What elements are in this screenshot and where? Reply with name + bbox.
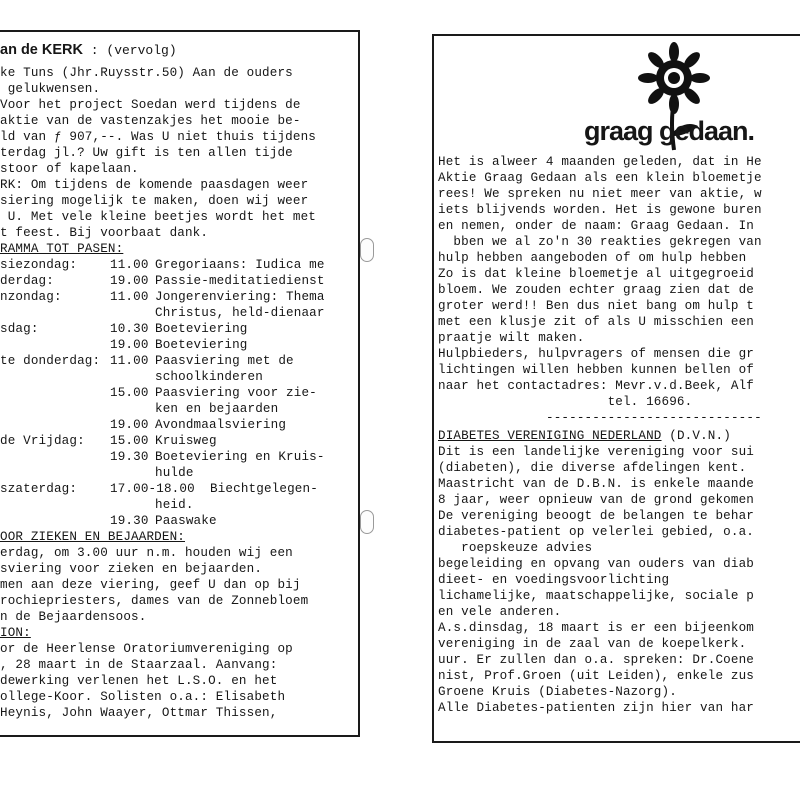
program-event: Gregoriaans: Iudica me [155,258,325,272]
paragraph-line: Voor het project Soedan werd tijdens de [0,98,301,112]
program-time: 19.00 [110,274,149,288]
program-event: Avondmaalsviering [155,418,287,432]
program-event: Paaswake [155,514,217,528]
paragraph-line: A.s.dinsdag, 18 maart is er een bijeenkom [438,621,755,635]
paragraph-line: tel. 16696. [438,395,693,409]
paragraph-line: dewerking verlenen het L.S.O. en het [0,674,278,688]
paragraph-line: Zo is dat kleine bloemetje al uitgegroeid [438,267,755,281]
paragraph-line: , 28 maart in de Staarzaal. Aanvang: [0,658,278,672]
paragraph-line: Het is alweer 4 maanden geleden, dat in He [438,155,762,169]
paragraph-line: en nemen, onder de naam: Graag Gedaan. In [438,219,755,233]
paragraph-line: siering mogelijk te maken, doen wij weer [0,194,309,208]
program-event: Paasviering voor zie- [155,386,317,400]
paragraph-line: Dit is een landelijke vereniging voor sui [438,445,755,459]
program-day: te donderdag: [0,354,101,368]
program-time: 19.30 [110,514,149,528]
program-event: Biechtgelegen- [210,482,318,496]
program-event: Jongerenviering: Thema [155,290,325,304]
paragraph-line: begeleiding en opvang van ouders van diab [438,557,755,571]
graag-gedaan-logo: graag gedaan. [584,116,755,146]
program-time: 15.00 [110,434,149,448]
paragraph-line: roepskeuze advies [438,541,593,555]
program-event: Boeteviering [155,322,248,336]
sick-section-title: OOR ZIEKEN EN BEJAARDEN: [0,530,185,544]
program-event: heid. [155,498,194,512]
paragraph-line: hulp hebben aangeboden of om hulp hebben [438,251,747,265]
program-time: 19.00 [110,338,149,352]
paragraph-line: groter werd!! Ben dus niet bang om hulp t [438,299,755,313]
paragraph-line: RK: Om tijdens de komende paasdagen weer [0,178,309,192]
paragraph-line: Heynis, John Waayer, Ottmar Thissen, [0,706,278,720]
paragraph-line: (diabeten), die diverse afdelingen kent. [438,461,747,475]
punch-hole-bottom [360,510,374,534]
program-time: 11.00 [110,354,149,368]
paragraph-line: Maastricht van de D.B.N. is enkele maande [438,477,755,491]
program-event: Boeteviering en Kruis- [155,450,325,464]
paragraph-line: rochiepriesters, dames van de Zonnebloem [0,594,309,608]
paragraph-line: U. Met vele kleine beetjes wordt het met [0,210,317,224]
paragraph-line: Alle Diabetes-patienten zijn hier van har [438,701,755,715]
program-title: RAMMA TOT PASEN: [0,242,124,256]
program-event: Boeteviering [155,338,248,352]
paragraph-line: ke Tuns (Jhr.Ruysstr.50) Aan de ouders [0,66,293,80]
paragraph-line: dieet- en voedingsvoorlichting [438,573,670,587]
paragraph-line: 8 jaar, weer opnieuw van de grond gekomen [438,493,755,507]
program-event: Passie-meditatiedienst [155,274,325,288]
paragraph-line: or de Heerlense Oratoriumvereniging op [0,642,293,656]
paragraph-line: ld van ƒ 907,--. Was U niet thuis tijdens [0,130,317,144]
section-continued-label: : (vervolg) [83,43,177,58]
program-time: 11.00 [110,258,149,272]
paragraph-line: ollege-Koor. Solisten o.a.: Elisabeth [0,690,286,704]
program-day: derdag: [0,274,54,288]
paragraph-line: gelukwensen. [0,82,101,96]
program-event: Kruisweg [155,434,217,448]
program-time: 17.00-18.00 [110,482,195,496]
paragraph-line: iets blijvends worden. Het is gewone buren [438,203,762,217]
program-day: szaterdag: [0,482,78,496]
program-day: sdag: [0,322,39,336]
oratorium-section-title: ION: [0,626,31,640]
paragraph-line: vereniging in de zaal van de koepelkerk. [438,637,747,651]
program-day: de Vrijdag: [0,434,85,448]
section-title-kerk: an de KERK [0,42,83,58]
paragraph-line: erdag, om 3.00 uur n.m. houden wij een [0,546,293,560]
program-event: hulde [155,466,194,480]
separator-dashes: ---------------------------- [546,411,762,425]
paragraph-line: Groene Kruis (Diabetes-Nazorg). [438,685,677,699]
left-page-header [0,42,177,58]
diabetes-title-text: DIABETES VERENIGING NEDERLAND [438,429,662,443]
paragraph-line: Aktie Graag Gedaan als een klein bloemetje [438,171,762,185]
paragraph-line: men aan deze viering, geef U dan op bij [0,578,301,592]
punch-hole-top [360,238,374,262]
program-event: schoolkinderen [155,370,263,384]
program-time: 19.30 [110,450,149,464]
paragraph-line: diabetes-patient op velerlei gebied, o.a. [438,525,755,539]
paragraph-line: Hulpbieders, hulpvragers of mensen die gr [438,347,755,361]
paragraph-line: lichamelijke, maatschappelijke, sociale p [438,589,755,603]
paragraph-line: terdag jl.? Uw gift is ten allen tijde [0,146,293,160]
paragraph-line: t feest. Bij voorbaat dank. [0,226,209,240]
paragraph-line: uur. Er zullen dan o.a. spreken: Dr.Coene [438,653,755,667]
paragraph-line: met een klusje zit of als U misschien een [438,315,755,329]
program-event: ken en bejaarden [155,402,279,416]
paragraph-line: nist, Prof.Groen (uit Leiden), enkele zus [438,669,755,683]
left-page [0,30,360,737]
paragraph-line: bben we al zo'n 30 reakties gekregen van [438,235,762,249]
paragraph-line: praatje wilt maken. [438,331,585,345]
program-event: Paasviering met de [155,354,294,368]
paragraph-line: naar het contactadres: Mevr.v.d.Beek, Alf [438,379,755,393]
paragraph-line: bloem. We zouden echter graag zien dat de [438,283,755,297]
program-day: siezondag: [0,258,78,272]
program-time: 10.30 [110,322,149,336]
program-time: 15.00 [110,386,149,400]
paragraph-line: n de Bejaardensoos. [0,610,147,624]
program-event: Christus, held-dienaar [155,306,325,320]
paragraph-line: rees! We spreken nu niet meer van aktie, w [438,187,762,201]
paragraph-line: stoor of kapelaan. [0,162,139,176]
diabetes-title-abbr: (D.V.N.) [661,429,731,443]
program-day: nzondag: [0,290,62,304]
paragraph-line: sviering voor zieken en bejaarden. [0,562,263,576]
program-time: 19.00 [110,418,149,432]
paragraph-line: en vele anderen. [438,605,562,619]
right-page [432,34,800,743]
program-time: 11.00 [110,290,149,304]
paragraph-line: De vereniging beoogt de belangen te behar [438,509,755,523]
paragraph-line: lichtingen willen hebben kunnen bellen of [438,363,755,377]
diabetes-section-title [438,428,731,444]
paragraph-line: aktie van de vastenzakjes het mooie be- [0,114,301,128]
